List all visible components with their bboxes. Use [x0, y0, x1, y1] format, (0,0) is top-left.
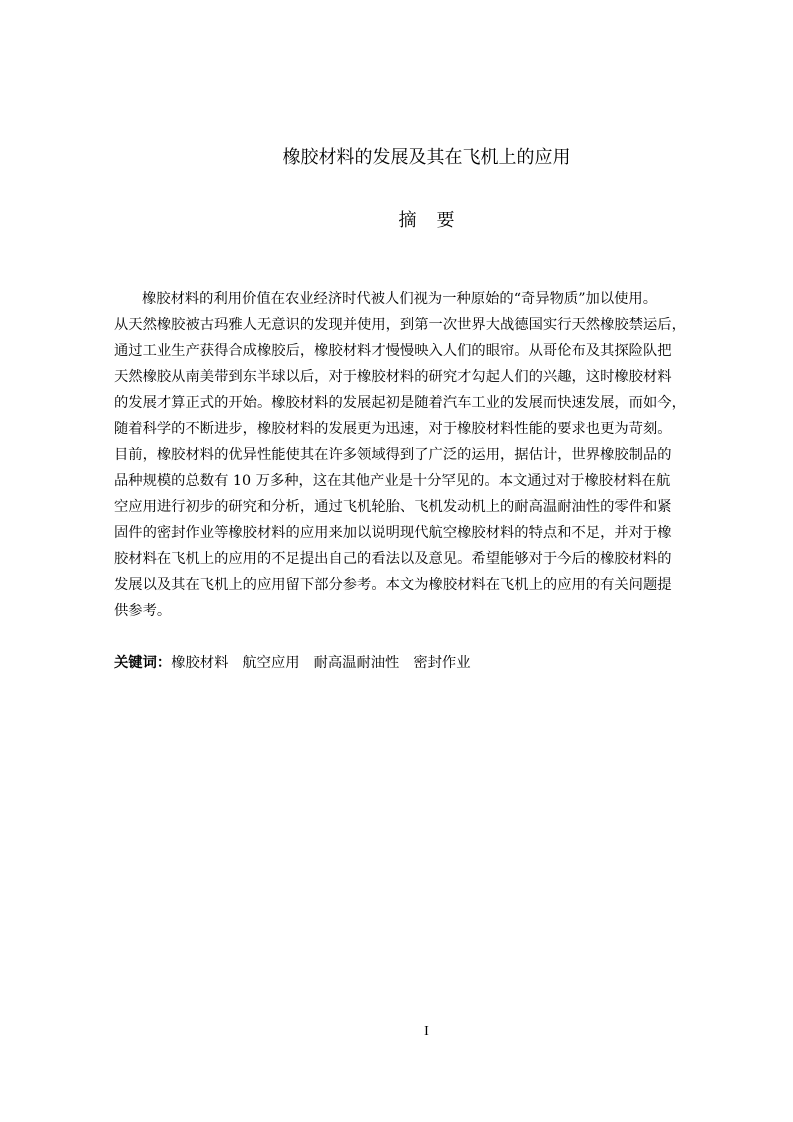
abstract-line: 通过工业生产获得合成橡胶后，橡胶材料才慢慢映入人们的眼帘。从哥伦布及其探险队把 — [114, 343, 672, 359]
abstract-body — [114, 286, 746, 624]
abstract-line: 天然橡胶从南美带到东半球以后，对于橡胶材料的研究才勾起人们的兴趣，这时橡胶材料 — [114, 369, 672, 385]
abstract-line: 随着科学的不断进步，橡胶材料的发展更为迅速，对于橡胶材料性能的要求也更为苛刻。 — [114, 421, 672, 437]
abstract-line: 空应用进行初步的研究和分析，通过飞机轮胎、飞机发动机上的耐高温耐油性的零件和紧 — [114, 499, 672, 515]
abstract-line: 胶材料在飞机上的应用的不足提出自己的看法以及意见。希望能够对于今后的橡胶材料的 — [114, 551, 672, 567]
abstract-line: 供参考。 — [114, 603, 172, 619]
keyword-item: 橡胶材料 — [171, 655, 229, 671]
abstract-line: 目前，橡胶材料的优异性能使其在许多领域得到了广泛的运用，据估计，世界橡胶制品的 — [114, 447, 672, 463]
abstract-line: 橡胶材料的利用价值在农业经济时代被人们视为一种原始的“奇异物质”加以使用。 — [142, 291, 658, 307]
keyword-item: 耐高温耐油性 — [313, 655, 400, 671]
abstract-line: 品种规模的总数有 10 万多种，这在其他产业是十分罕见的。本文通过对于橡胶材料在航 — [114, 473, 671, 489]
abstract-line: 从天然橡胶被古玛雅人无意识的发现并使用，到第一次世界大战德国实行天然橡胶禁运后， — [114, 317, 686, 333]
abstract-line: 的发展才算正式的开始。橡胶材料的发展起初是随着汽车工业的发展而快速发展，而如今， — [114, 395, 686, 411]
page-number: I — [424, 1024, 429, 1039]
abstract-line: 固件的密封作业等橡胶材料的应用来加以说明现代航空橡胶材料的特点和不足，并对于橡 — [114, 525, 672, 541]
keywords-line — [114, 651, 485, 675]
abstract-line: 发展以及其在飞机上的应用留下部分参考。本文为橡胶材料在飞机上的应用的有关问题提 — [114, 577, 672, 593]
keywords-label: 关键词： — [114, 655, 172, 671]
document-title: 橡胶材料的发展及其在飞机上的应用 — [282, 147, 571, 168]
keyword-item: 航空应用 — [242, 655, 300, 671]
keyword-item: 密封作业 — [413, 655, 471, 671]
abstract-heading: 摘要 — [398, 210, 475, 231]
